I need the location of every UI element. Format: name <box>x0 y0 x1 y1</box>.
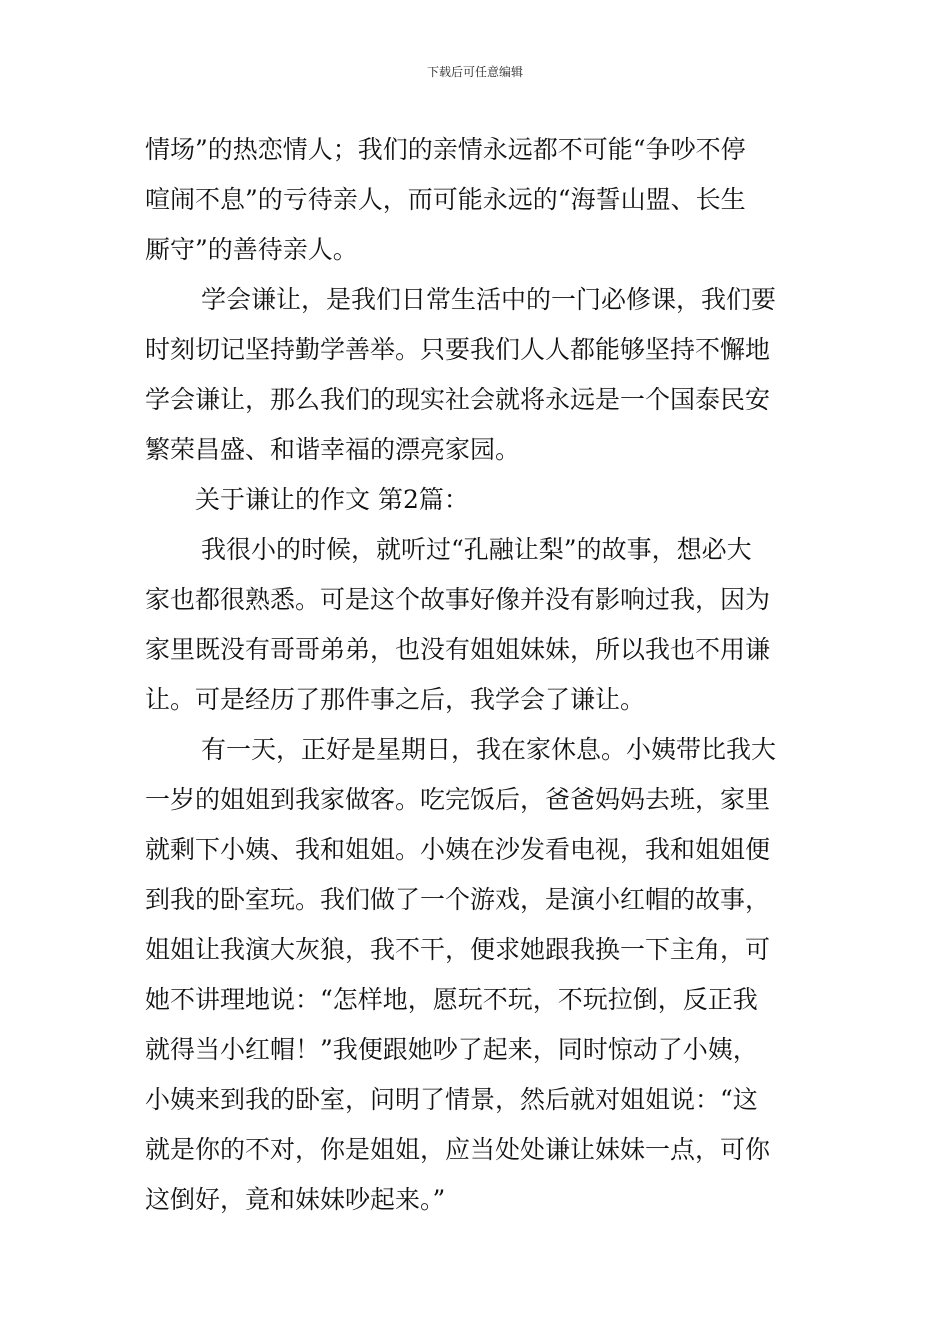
paragraph <box>145 275 815 475</box>
section-heading: 关于谦让的作文 第2篇： <box>195 485 469 514</box>
paragraph <box>145 125 815 275</box>
paragraph <box>145 725 815 1225</box>
text-line: 一岁的姐姐到我家做客。吃完饭后，爸爸妈妈去班，家里 <box>145 785 771 814</box>
text-line: 就得当小红帽！”我便跟她吵了起来，同时惊动了小姨， <box>145 1035 758 1064</box>
text-line: 情场”的热恋情人；我们的亲情永远都不可能“争吵不停 <box>145 135 746 164</box>
text-line: 家里既没有哥哥弟弟，也没有姐姐妹妹，所以我也不用谦 <box>145 635 771 664</box>
text-line: 姐姐让我演大灰狼，我不干，便求她跟我换一下主角，可 <box>145 935 771 964</box>
page-header-note: 下载后可任意编辑 <box>426 65 523 79</box>
text-line: 学会谦让，是我们日常生活中的一门必修课，我们要 <box>201 285 777 314</box>
text-line: 有一天，正好是星期日，我在家休息。小姨带比我大 <box>201 735 777 764</box>
paragraph <box>145 525 815 725</box>
text-line: 到我的卧室玩。我们做了一个游戏，是演小红帽的故事， <box>145 885 771 914</box>
text-line: 她不讲理地说：“怎样地，愿玩不玩，不玩拉倒，反正我 <box>145 985 758 1014</box>
document-body <box>145 125 815 1225</box>
text-line: 厮守”的善待亲人。 <box>145 235 358 264</box>
text-line: 家也都很熟悉。可是这个故事好像并没有影响过我，因为 <box>145 585 771 614</box>
text-line: 我很小的时候，就听过“孔融让梨”的故事，想必大 <box>201 535 752 564</box>
text-line: 就是你的不对，你是姐姐，应当处处谦让妹妹一点，可你 <box>145 1135 771 1164</box>
text-line: 繁荣昌盛、和谐幸福的漂亮家园。 <box>145 435 521 464</box>
text-line: 小姨来到我的卧室，问明了情景，然后就对姐姐说：“这 <box>145 1085 758 1114</box>
text-line: 时刻切记坚持勤学善举。只要我们人人都能够坚持不懈地 <box>145 335 771 364</box>
text-line: 喧闹不息”的亏待亲人，而可能永远的“海誓山盟、长生 <box>145 185 746 214</box>
text-line: 这倒好，竟和妹妹吵起来。” <box>145 1185 446 1214</box>
text-line: 让。可是经历了那件事之后，我学会了谦让。 <box>145 685 646 714</box>
text-line: 学会谦让，那么我们的现实社会就将永远是一个国泰民安 <box>145 385 771 414</box>
text-line: 就剩下小姨、我和姐姐。小姨在沙发看电视，我和姐姐便 <box>145 835 771 864</box>
